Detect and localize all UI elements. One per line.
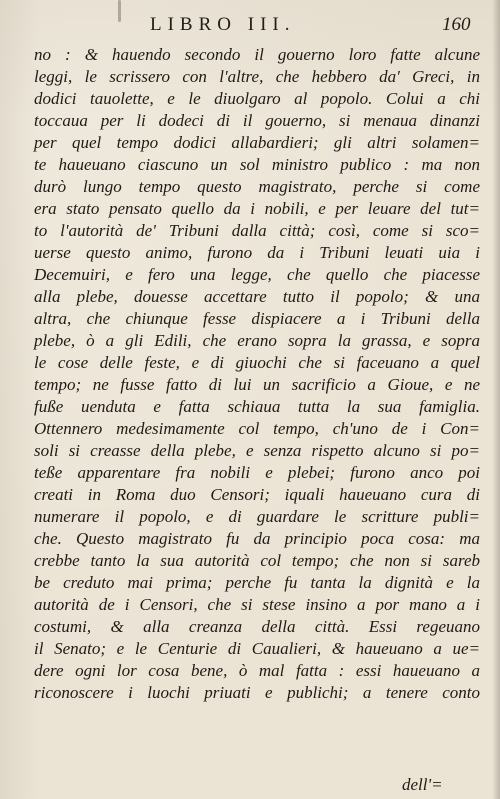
text-line: numerare il popolo, e di guardare le scritture publi= bbox=[34, 507, 480, 526]
text-line: soli si creasse della plebe, e senza rispetto alcuno si po= bbox=[34, 441, 480, 460]
text-line: fuße uenduta e fatta schiaua tutta la sua famiglia. bbox=[34, 397, 480, 416]
text-line: dere ogni lor cosa bene, ò mal fatta : essi haueuano a bbox=[34, 661, 480, 680]
text-line: per quel tempo dodici allabardieri; gli altri solamen= bbox=[34, 133, 480, 152]
text-line: leggi, le scrissero con l'altre, che hebbero da' Greci, in bbox=[34, 67, 480, 86]
text-line: riconoscere i luochi priuati e publichi; a tenere conto bbox=[34, 683, 480, 702]
text-line: Decemuiri, e fero una legge, che quello che piacesse bbox=[34, 265, 480, 284]
text-line: durò lungo tempo questo magistrato, perche si come bbox=[34, 177, 480, 196]
page-number: 160 bbox=[442, 14, 471, 35]
text-line: no : & hauendo secondo il gouerno loro fatte alcune bbox=[34, 45, 480, 64]
text-line: era stato pensato quello da i nobili, e per leuare del tut= bbox=[34, 199, 480, 218]
text-line: altra, che chiunque fesse dispiacere a i Tribuni della bbox=[34, 309, 480, 328]
text-line: plebe, ò a gli Edili, che erano sopra la grassa, e sopra bbox=[34, 331, 480, 350]
text-line: teße apparentare fra nobili e plebei; furono anco poi bbox=[34, 463, 480, 482]
text-line: creati in Roma duo Censori; iquali haueuano cura di bbox=[34, 485, 480, 504]
text-line: te haueuano ciascuno un sol ministro publico : ma non bbox=[34, 155, 480, 174]
text-line: Ottennero medesimamente col tempo, ch'uno de i Con= bbox=[34, 419, 480, 438]
text-line: to l'autorità de' Tribuni dalla città; così, come si sco= bbox=[34, 221, 480, 240]
text-line: il Senato; e le Centurie di Caualieri, & haueuano a ue= bbox=[34, 639, 480, 658]
text-line: alla plebe, douesse accettare tutto il popolo; & una bbox=[34, 287, 480, 306]
text-line: tempo; ne fusse fatto di lui un sacrificio a Gioue, e ne bbox=[34, 375, 480, 394]
text-line: uerse questo animo, furono da i Tribuni leuati uia i bbox=[34, 243, 480, 262]
text-line: che. Questo magistrato fu da principio poca cosa: ma bbox=[34, 529, 480, 548]
text-line: dodici tauolette, e le diuolgaro al popolo. Colui a chi bbox=[34, 89, 480, 108]
running-head bbox=[0, 14, 500, 40]
catchword: dell'= bbox=[402, 775, 443, 794]
text-line: costumi, & alla creanza della città. Essi regeuano bbox=[34, 617, 480, 636]
text-line: toccaua per li dodeci di il gouerno, si menaua dinanzi bbox=[34, 111, 480, 130]
text-line: autorità de i Censori, che si stese insino a por mano a i bbox=[34, 595, 480, 614]
body-text bbox=[34, 44, 480, 704]
text-line: crebbe tanto la sua autorità col tempo; che non si sareb bbox=[34, 551, 480, 570]
page-edge-shadow bbox=[492, 0, 500, 799]
text-line: le cose delle feste, e di giuochi che si faceuano a quel bbox=[34, 353, 480, 372]
running-head-title: LIBRO III. bbox=[150, 14, 296, 35]
text-line: be creduto mai prima; perche fu tanta la dignità e la bbox=[34, 573, 480, 592]
